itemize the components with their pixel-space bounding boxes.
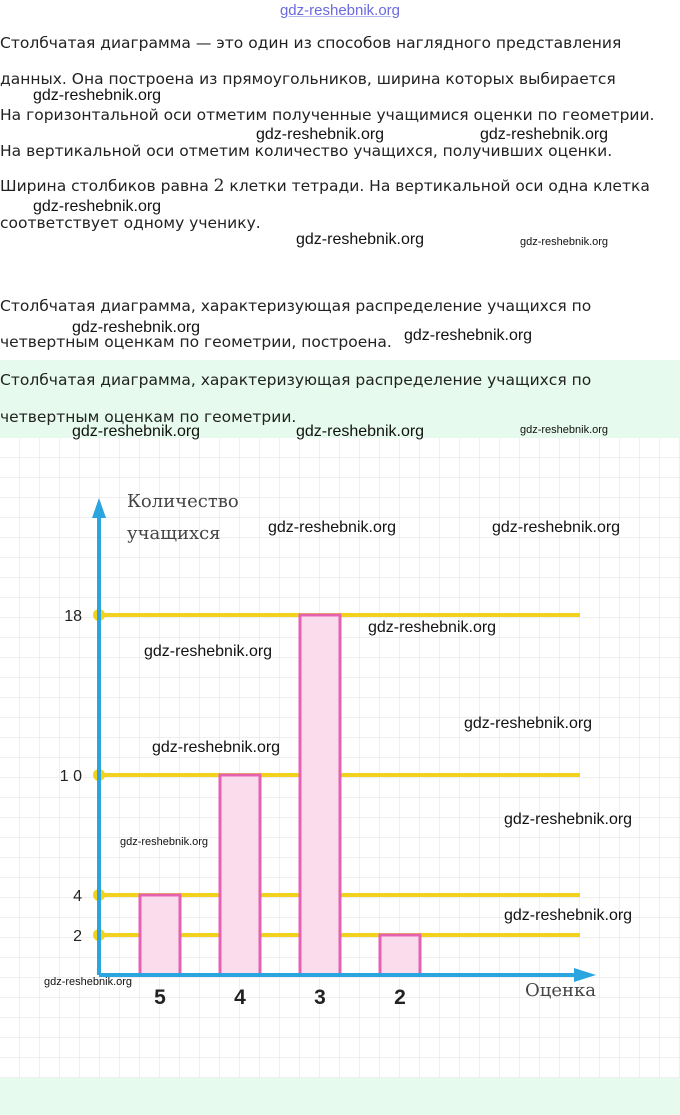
watermark: gdz-reshebnik.org xyxy=(480,126,609,143)
watermark: gdz-reshebnik.org xyxy=(44,976,133,988)
watermark: gdz-reshebnik.org xyxy=(120,836,209,848)
watermark: gdz-reshebnik.org xyxy=(520,424,609,436)
watermark: gdz-reshebnik.org xyxy=(492,519,621,536)
watermark: gdz-reshebnik.org xyxy=(296,423,425,440)
caption-line-1: Столбчатая диаграмма, характеризующая распределение учащихся по xyxy=(0,371,592,389)
watermark: gdz-reshebnik.org xyxy=(368,619,497,636)
bar-grade-3 xyxy=(300,615,340,975)
watermark: gdz-reshebnik.org xyxy=(504,907,633,924)
x-tick-label: 5 xyxy=(154,986,166,1009)
bar-grade-4 xyxy=(220,775,260,975)
y-axis-title-line-1: Количество xyxy=(127,491,239,512)
watermark: gdz-reshebnik.org xyxy=(268,519,397,536)
bar-grade-2 xyxy=(380,935,420,975)
x-axis-title: Оценка xyxy=(525,980,596,1001)
paragraph-conclusion-line-2: четвертным оценкам по геометрии, построена. xyxy=(0,333,392,351)
paragraph-intro-line-1: Столбчатая диаграмма — это один из способов наглядного представления xyxy=(0,34,622,52)
caption-line-2: четвертным оценкам по геометрии. xyxy=(0,408,297,426)
paragraph-scale: соответствует одному ученику. xyxy=(0,214,261,232)
watermark: gdz-reshebnik.org xyxy=(144,643,273,660)
watermark: gdz-reshebnik.org xyxy=(504,811,633,828)
y-tick-label: 4 xyxy=(73,888,82,905)
watermark: gdz-reshebnik.org xyxy=(296,231,425,248)
y-tick-label: 1 0 xyxy=(59,768,82,785)
watermark: gdz-reshebnik.org xyxy=(33,87,162,104)
y-tick-label: 18 xyxy=(64,608,82,625)
y-tick-label: 2 xyxy=(73,928,82,945)
paragraph-horizontal-axis: На горизонтальной оси отметим полученные учащимися оценки по геометрии. xyxy=(0,106,655,124)
watermark: gdz-reshebnik.org xyxy=(152,739,281,756)
watermark: gdz-reshebnik.org xyxy=(72,423,201,440)
paragraph-conclusion-line-1: Столбчатая диаграмма, характеризующая распределение учащихся по xyxy=(0,297,592,315)
watermark: gdz-reshebnik.org xyxy=(33,198,162,215)
paragraph-intro-line-2: данных. Она построена из прямоугольников, ширина которых выбирается xyxy=(0,70,616,88)
watermark: gdz-reshebnik.org xyxy=(520,236,609,248)
x-tick-label: 2 xyxy=(394,986,406,1009)
x-tick-label: 4 xyxy=(234,986,246,1009)
bar-grade-5 xyxy=(140,895,180,975)
watermark: gdz-reshebnik.org xyxy=(404,327,533,344)
paragraph-bar-width: Ширина столбиков равна 2 клетки тетради. На вертикальной оси одна клетка xyxy=(0,176,650,196)
watermark: gdz-reshebnik.org xyxy=(72,319,201,336)
watermark: gdz-reshebnik.org xyxy=(464,715,593,732)
site-header-link[interactable]: gdz-reshebnik.org xyxy=(279,2,401,19)
watermark: gdz-reshebnik.org xyxy=(256,126,385,143)
x-tick-label: 3 xyxy=(314,986,326,1009)
y-axis-title-line-2: учащихся xyxy=(127,523,221,544)
paragraph-vertical-axis: На вертикальной оси отметим количество учащихся, получивших оценки. xyxy=(0,142,613,160)
footer-box xyxy=(0,1078,680,1115)
